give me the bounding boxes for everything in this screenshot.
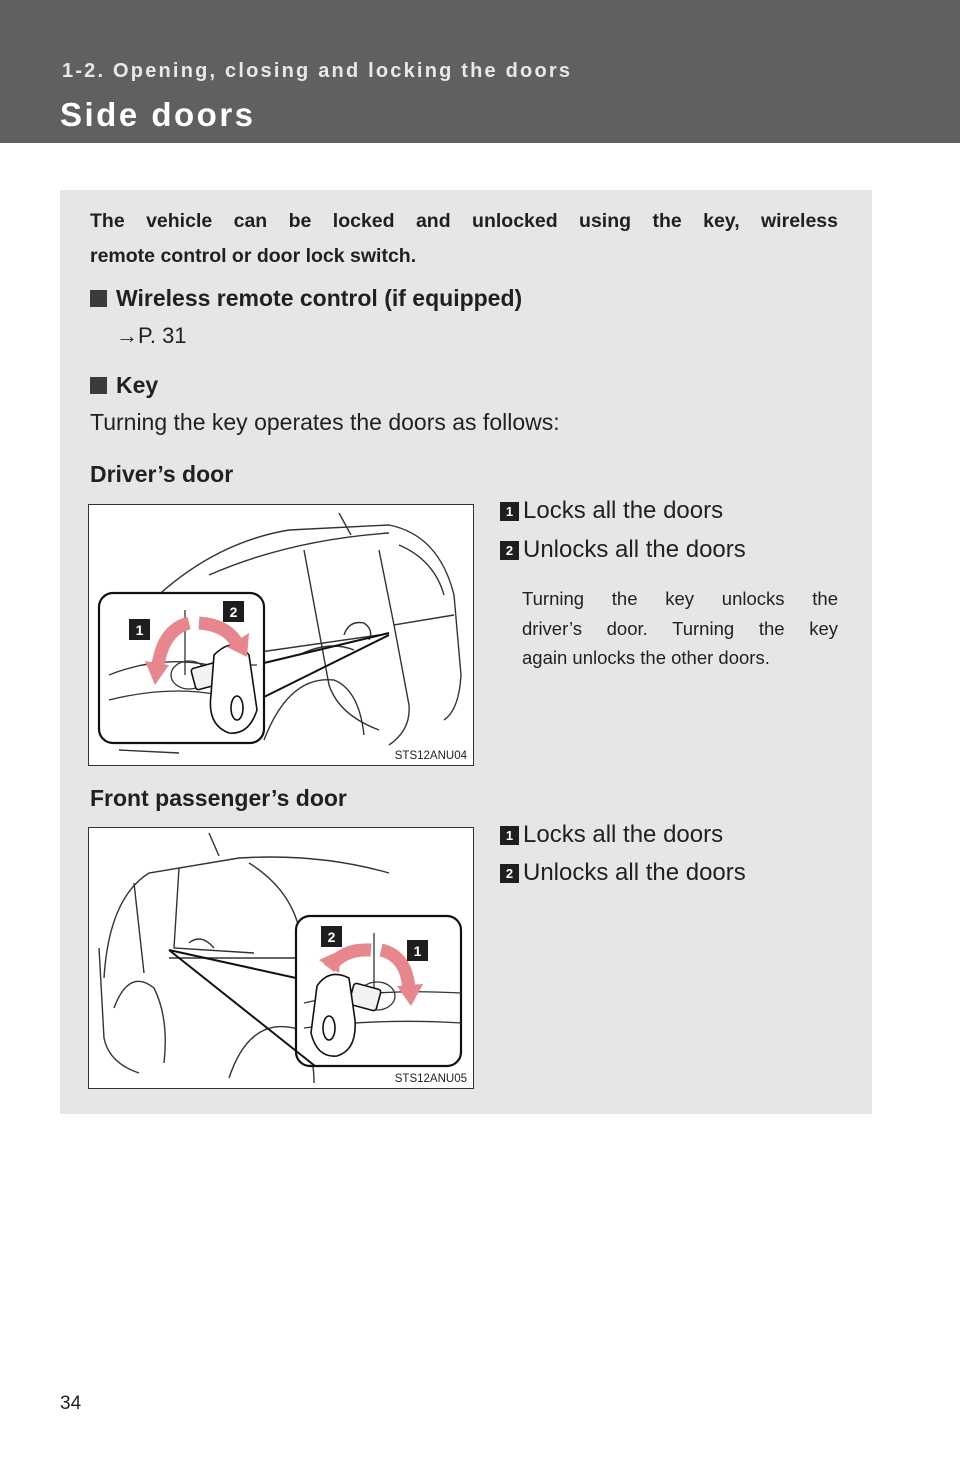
note-line: Turning the key unlocks the bbox=[522, 588, 838, 609]
step-text: Locks all the doors bbox=[523, 821, 724, 848]
page-header bbox=[0, 0, 960, 143]
svg-text:1: 1 bbox=[413, 943, 422, 959]
step-number-badge: 1 bbox=[500, 502, 519, 521]
car-key-passenger-icon bbox=[89, 828, 473, 1088]
step-text: Unlocks all the doors bbox=[523, 859, 746, 886]
svg-text:2: 2 bbox=[327, 929, 336, 945]
passenger-step-1 bbox=[500, 821, 723, 849]
square-bullet-icon bbox=[90, 377, 107, 394]
heading-label: Wireless remote control (if equipped) bbox=[116, 285, 523, 311]
step-number-badge: 1 bbox=[500, 826, 519, 845]
heading-key bbox=[90, 372, 158, 399]
square-bullet-icon bbox=[90, 290, 107, 307]
image-code: STS12ANU04 bbox=[394, 750, 467, 762]
subsection-title: 1-2. Opening, closing and locking the doors bbox=[62, 60, 573, 82]
step-number-badge: 2 bbox=[500, 864, 519, 883]
intro-line-1: The vehicle can be locked and unlocked using the key, wireless bbox=[90, 210, 838, 232]
drivers-door-note bbox=[522, 584, 838, 673]
note-line: driver’s door. Turning the key bbox=[522, 617, 838, 639]
heading-wireless-remote bbox=[90, 285, 522, 312]
drivers-step-1 bbox=[500, 497, 723, 525]
page-number: 34 bbox=[60, 1393, 82, 1414]
intro-line-2: remote control or door lock switch. bbox=[90, 245, 417, 267]
car-key-drivers-icon bbox=[89, 505, 473, 765]
step-number-badge: 2 bbox=[500, 541, 519, 560]
svg-text:1: 1 bbox=[135, 622, 144, 638]
drivers-door-heading: Driver’s door bbox=[90, 461, 234, 487]
passenger-door-heading: Front passenger’s door bbox=[90, 785, 347, 811]
drivers-step-2 bbox=[500, 536, 746, 564]
svg-text:2: 2 bbox=[229, 604, 238, 620]
step-text: Unlocks all the doors bbox=[523, 536, 746, 563]
note-line: again unlocks the other doors. bbox=[522, 647, 770, 668]
drivers-door-illustration bbox=[88, 504, 474, 766]
passenger-door-illustration bbox=[88, 827, 474, 1089]
page-reference-link[interactable]: →P. 31 bbox=[116, 323, 187, 348]
passenger-step-2 bbox=[500, 859, 746, 887]
page-title: Side doors bbox=[60, 96, 256, 133]
key-description: Turning the key operates the doors as follows: bbox=[90, 409, 560, 435]
step-text: Locks all the doors bbox=[523, 497, 724, 524]
heading-label: Key bbox=[116, 372, 159, 398]
image-code: STS12ANU05 bbox=[394, 1073, 467, 1085]
